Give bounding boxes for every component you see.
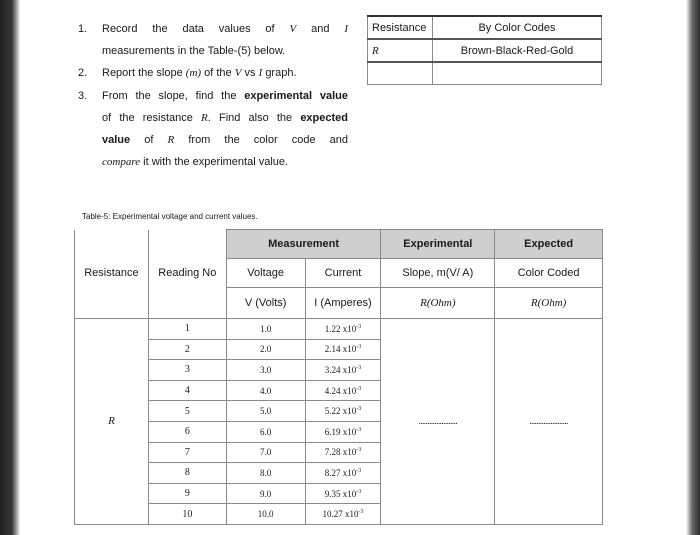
header-row-2 [75,259,603,288]
measurement-table [74,229,603,525]
experimental-unit: R(Ohm) [381,288,495,319]
current-header: Current [305,259,381,288]
reading-number: 6 [148,421,226,442]
resistance-color-code-table [367,15,602,85]
resistance-header: Resistance [75,259,149,288]
header-row-3 [75,288,603,319]
current-value: 3.24 $x10^{-3}$ [305,360,381,381]
instruction-line: value of R from the color code and [102,134,349,147]
instructions-list [78,18,348,173]
instruction-3 [78,85,348,174]
voltage-unit: V (Volts) [226,288,305,319]
instruction-number: 3. [78,89,88,102]
voltage-value: 2.0 [226,339,305,360]
voltage-value: 5.0 [226,401,305,422]
current-value: 1.22 $x10^{-3}$ [305,319,381,340]
reading-number: 8 [148,463,226,484]
reading-number: 2 [148,339,226,360]
voltage-value: 10.0 [226,504,305,525]
current-unit: I (Amperes) [305,288,381,319]
empty-header-cell [148,288,226,319]
resistance-table-row [368,39,602,62]
voltage-value: 3.0 [226,360,305,381]
empty-cell [433,62,602,85]
reading-number: 5 [148,401,226,422]
color-coded-header: Color Coded [495,259,603,288]
expected-r-cell: ...................... [495,319,603,525]
instruction-line: Report the slope (m) of the V vs I graph. [102,67,297,80]
current-value: 4.24 $x10^{-3}$ [305,380,381,401]
instruction-line: compare it with the experimental value. [102,156,289,169]
empty-header-cell [148,230,226,259]
color-code-header-cell: By Color Codes [433,16,602,39]
experimental-slope-cell: ...................... [381,319,495,525]
reading-number: 10 [148,504,226,525]
resistance-r-cell: R [75,319,149,525]
resistance-table-header [368,16,602,39]
voltage-value: 1.0 [226,319,305,340]
table-row [75,319,603,340]
header-row-1 [75,230,603,259]
current-value: 8.27 $x10^{-3}$ [305,463,381,484]
instruction-line: measurements in the Table-(5) below. [102,45,286,58]
experimental-header: Experimental [381,230,495,259]
current-value: 10.27 $x10^{-3}$ [305,504,381,525]
instruction-line: Record the data values of V and I [102,23,348,35]
voltage-header: Voltage [226,259,305,288]
empty-header-cell [75,288,149,319]
instruction-line: From the slope, find the experimental value [102,89,348,102]
photo-edge-left [0,0,20,535]
expected-header: Expected [495,230,603,259]
instruction-number: 2. [78,67,88,80]
instruction-2 [78,62,348,84]
voltage-value: 7.0 [226,442,305,463]
current-value: 2.14 $x10^{-3}$ [305,339,381,360]
table-caption: Table-5: Experimental voltage and current values. [82,212,258,221]
instruction-1 [78,18,348,62]
current-value: 7.28 $x10^{-3}$ [305,442,381,463]
instruction-number: 1. [78,23,88,35]
resistance-table-empty-row [368,62,602,85]
reading-number: 4 [148,380,226,401]
current-value: 9.35 $x10^{-3}$ [305,483,381,504]
voltage-value: 8.0 [226,463,305,484]
measurement-header: Measurement [226,230,381,259]
instruction-line: of the resistance R. Find also the expected [102,111,349,124]
current-value: 6.19 $x10^{-3}$ [305,421,381,442]
reading-number: 9 [148,483,226,504]
slope-header: Slope, m(V/ A) [381,259,495,288]
resistance-header-cell: Resistance [368,16,433,39]
voltage-value: 9.0 [226,483,305,504]
empty-cell [368,62,433,85]
current-value: 5.22 $x10^{-3}$ [305,401,381,422]
voltage-value: 4.0 [226,380,305,401]
reading-number: 1 [148,319,226,340]
reading-number: 3 [148,360,226,381]
reading-number: 7 [148,442,226,463]
resistance-label-cell: R [368,39,433,62]
photo-edge-right [686,0,700,535]
expected-unit: R(Ohm) [495,288,603,319]
voltage-value: 6.0 [226,421,305,442]
color-code-value-cell: Brown-Black-Red-Gold [433,39,602,62]
reading-no-header: Reading No [148,259,226,288]
empty-header-cell [75,230,149,259]
data-rows [75,319,603,525]
